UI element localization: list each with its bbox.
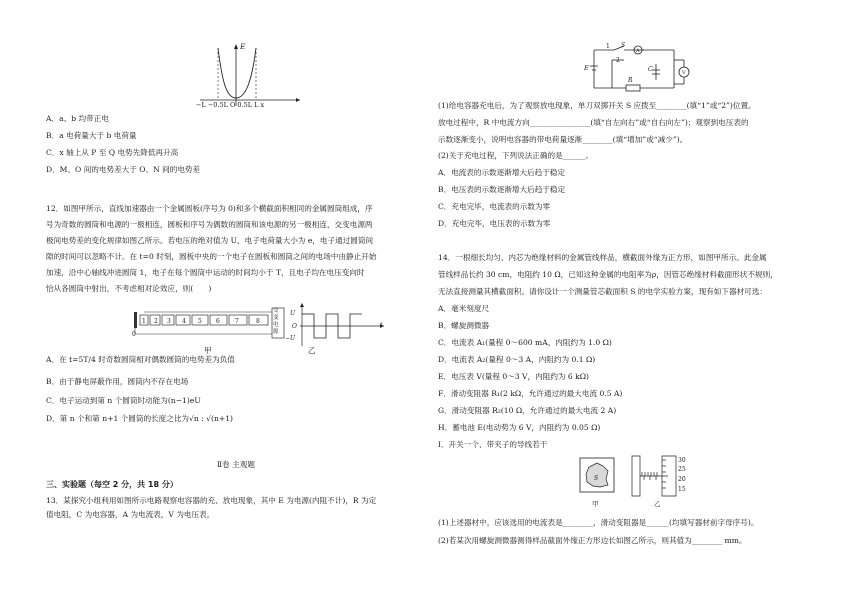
circuit-c: C <box>648 66 653 73</box>
q14-item-i: I．开关一个、带夹子的导线若干 <box>438 440 548 449</box>
q14-item-a: A．毫米刻度尺 <box>438 304 490 313</box>
tube-8: 8 <box>256 318 260 325</box>
fig-yi-caption: 乙 <box>308 346 316 355</box>
fig-zero-label: 0 <box>132 331 136 338</box>
circuit-1: 1 <box>606 43 610 50</box>
q12-line-5: 加速，沿中心轴线冲进圆筒 1，电子在每个圆筒中运动的时间均小于 T，且电子均在电压变向时 <box>46 268 365 277</box>
tube-2: 2 <box>154 318 158 325</box>
circuit-r: R <box>628 77 633 84</box>
q14-item-d: D．电流表 A₂(量程 0～3 A，内阻约为 0.1 Ω) <box>438 355 596 364</box>
q14-item-b: B．螺旋测微器 <box>438 321 490 330</box>
q13-option-b: B．电压表的示数逐渐增大后趋于稳定 <box>438 185 566 194</box>
wave-u-label: U <box>290 310 296 317</box>
sample-s-label: S <box>594 475 599 482</box>
graph-e-label: E <box>240 42 246 51</box>
q14-item-f: F．滑动变阻器 R₁(2 kΩ，允许通过的最大电流 0.5 A) <box>438 389 623 398</box>
q14-item-h: H．蓄电池 E(电动势为 6 V，内阻约为 0.05 Ω) <box>438 423 601 432</box>
q12-line-1: 12．如图甲所示，直线加速器由一个金属圆板(序号为 0)和多个横截面积相同的金属圆筒组成，序 <box>46 204 373 213</box>
micrometer-figure <box>628 452 698 498</box>
q13-part1-line3: 示数逐渐变小，说明电容器的带电荷量逐渐________(填“增加”或“减少”)。 <box>438 135 688 144</box>
q11-option-a: A．a、b 均带正电 <box>46 114 109 123</box>
q14-item-c: C．电流表 A₁(量程 0～600 mA，内阻约为 1.0 Ω) <box>438 338 612 347</box>
q14-line-3: 无法直接测量其横截面积。请你设计一个测量管芯截面积 S 的电学实验方案，现有如下器材可选： <box>438 287 767 296</box>
fig-jia-label: 甲 <box>592 500 599 508</box>
q11-option-d: D．M、O 间的电势差大于 O、N 间的电势差 <box>46 165 201 174</box>
q12-line-6: 恰从各圆筒中射出，不考虑相对论效应，则( ) <box>46 284 212 293</box>
wave-neg-u-label: −U <box>285 335 296 342</box>
q11-option-c: C．x 轴上从 P 至 Q 电势先降低再升高 <box>46 148 179 157</box>
fig-jia-caption: 甲 <box>204 346 212 355</box>
micrometer-scale-20: 20 <box>678 476 686 483</box>
q12-line-3: 极间电势差的变化规律如图乙所示。若电压的绝对值为 U，电子电荷量大小为 e，电子通过圆筒间 <box>46 236 374 245</box>
q13-option-a: A．电流表的示数逐渐增大后趋于稳定 <box>438 168 565 177</box>
q14-item-g: G．滑动变阻器 R₂(10 Ω，允许通过的最大电流 2 A) <box>438 406 617 415</box>
section-3-title: 三、实验题（每空 2 分，共 18 分） <box>46 480 178 489</box>
square-wave-figure <box>288 300 388 350</box>
q12-option-a: A．在 t=5T/4 时奇数圆筒相对偶数圆筒的电势差为负值 <box>46 355 235 364</box>
q14-part-2: (2)若某次用螺旋测微器测得样品截面外缘正方形边长如图乙所示，则其值为________ mm。 <box>438 536 747 545</box>
tube-6: 6 <box>216 318 220 325</box>
q12-option-b: B．由于静电屏蔽作用，圆筒内不存在电场 <box>46 377 189 386</box>
q13-option-d: D．充电完毕，电压表的示数为零 <box>438 219 551 228</box>
tube-5: 5 <box>198 318 202 325</box>
wave-o-label: O <box>292 323 297 330</box>
tube-1: 1 <box>142 318 146 325</box>
q14-line-1: 14．一根细长均匀、内芯为绝缘材料的金属管线样品，横截面外缘为正方形，如图甲所示。此金属 <box>438 253 767 262</box>
q11-option-b: B．a 电荷量大于 b 电荷量 <box>46 131 137 140</box>
graph-axis-labels: −L −0.5L O 0.5L L x <box>196 101 265 109</box>
tube-3: 3 <box>167 318 171 325</box>
q13-part1-line2: 放电过程中，R 中电流方向________________(填“自左向右”或“自右向左”)；观察到电压表的 <box>438 118 749 127</box>
q12-option-c: C．电子运动到第 n 个圆筒时动能为(n−1)eU <box>46 396 201 405</box>
wave-t-label: t <box>380 322 383 329</box>
q13-line-2: 值电阻，C 为电容器，A 为电流表，V 为电压表。 <box>46 510 215 519</box>
q14-item-e: E．电压表 V(量程 0～3 V，内阻约为 6 kΩ) <box>438 372 590 381</box>
q13-line-1: 13．某探究小组利用如图所示电路观察电容器的充、放电现象，其中 E 为电源(内阻不计)，R 为定 <box>46 496 377 505</box>
circuit-e: E <box>584 64 589 72</box>
circuit-v: V <box>682 70 686 76</box>
q13-part1-line1: (1)给电容器充电后，为了观察放电现象，单刀双掷开关 S 应拨至________(填“1”或“2”)位置。 <box>438 101 756 110</box>
circuit-2: 2 <box>616 57 620 64</box>
q13-option-c: C．充电完毕，电流表的示数为零 <box>438 202 551 211</box>
q12-line-4: 隙的时间可以忽略不计。在 t=0 时刻，圆板中央的一个电子在圆板和圆筒之间的电场中由静止开始 <box>46 252 377 261</box>
tube-4: 4 <box>182 318 186 325</box>
q14-part-1: (1)上述器材中，应该选用的电流表是________，滑动变阻器是______(均填写器材前字母序号)。 <box>438 518 759 527</box>
micrometer-scale-15: 15 <box>678 486 686 493</box>
q13-part2: (2)关于充电过程，下列说法正确的是______。 <box>438 151 594 160</box>
circuit-a: A <box>636 48 640 54</box>
micrometer-scale-25: 25 <box>678 466 686 473</box>
micrometer-scale-30: 30 <box>678 457 686 464</box>
q12-line-2: 号为奇数的圆筒和电源的一极相连，圆板和序号为偶数的圆筒和该电源的另一极相连，交变电源两 <box>46 220 373 229</box>
q12-option-d: D．第 n 个和第 n+1 个圆筒的长度之比为√n : √(n+1) <box>46 414 233 423</box>
section-2-title: Ⅱ卷 主观题 <box>217 460 255 469</box>
fig-yi-label: 乙 <box>654 500 661 508</box>
ac-source-label: 交变电源 <box>273 308 279 335</box>
circuit-s: S <box>621 42 626 49</box>
tube-7: 7 <box>235 318 239 325</box>
q14-line-2: 管线样品长约 30 cm，电阻约 10 Ω，已知这种金属的电阻率为ρ，因管芯绝缘材料截面形状不规则， <box>438 270 778 279</box>
